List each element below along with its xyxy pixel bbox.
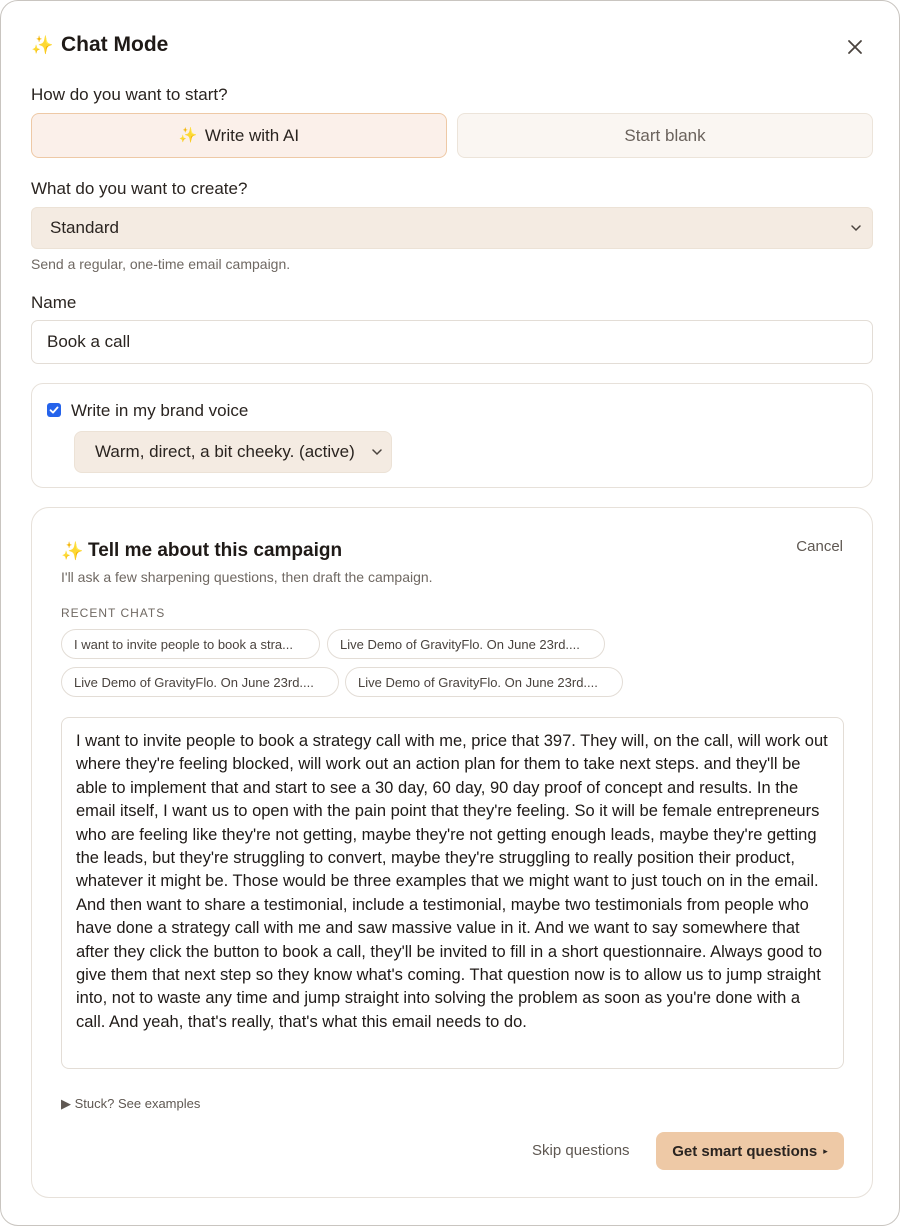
campaign-chat-card <box>31 507 873 1198</box>
recent-chat-chip[interactable]: Live Demo of GravityFlo. On June 23rd.... <box>61 667 339 697</box>
chevron-down-icon <box>850 222 862 234</box>
chat-header <box>61 540 342 562</box>
brand-voice-checkbox[interactable] <box>47 403 61 417</box>
write-with-ai-button[interactable] <box>31 113 447 158</box>
start-mode-toggle <box>31 113 873 158</box>
campaign-prompt-textarea[interactable]: I want to invite people to book a strategy call with me, price that 397. They will, on the call, will work out where they're feeling blocked, will work out an action plan for them to take next steps. and they'll be able to implement that and start to see a 30 day, 60 day, 90 day proof of concept and results. In the email itself, I want us to open with the pain point that they're feeling. So it will be female entrepreneurs who are feeling like they're not getting, maybe they're not getting enough leads, maybe they're getting the leads, but they're struggling to convert, maybe they're struggling to really position their product, whatever it might be. Those would be three examples that we might want to just touch on in the email. And then want to share a testimonial, include a testimonial, maybe two testimonials from people who have done a strategy call with me and saw massive value in it. And we want to say somewhere that after they click the button to book a call, they'll be invited to fill in a short questionnaire. Always good to give them that next step so they know what's coming. That question now is to allow us to jump straight into, not to waste any time and jump straight into solving the problem as soon as you're done with a call. And yeah, that's really, that's what this email needs to do. <box>61 717 844 1069</box>
create-question-label: What do you want to create? <box>31 179 248 198</box>
dialog-header <box>31 33 168 57</box>
campaign-type-select[interactable] <box>31 207 873 249</box>
campaign-type-value: Standard <box>50 218 119 237</box>
checkmark-icon <box>49 405 59 415</box>
recent-chat-chip[interactable]: Live Demo of GravityFlo. On June 23rd.... <box>345 667 623 697</box>
recent-chats-heading: RECENT CHATS <box>61 606 166 620</box>
disclosure-triangle-icon: ▶ <box>61 1096 71 1111</box>
start-question-label: How do you want to start? <box>31 85 228 104</box>
dialog-title: Chat Mode <box>61 33 169 56</box>
see-examples-label: Stuck? See examples <box>74 1096 201 1111</box>
brand-voice-label[interactable]: Write in my brand voice <box>71 401 249 420</box>
name-input[interactable] <box>31 320 873 364</box>
recent-chat-chip[interactable]: Live Demo of GravityFlo. On June 23rd.... <box>327 629 605 659</box>
play-arrow-icon: ▸ <box>823 1145 828 1156</box>
see-examples-toggle[interactable] <box>61 1096 200 1112</box>
write-with-ai-label: Write with AI <box>204 125 300 145</box>
chat-title: Tell me about this campaign <box>88 540 343 561</box>
brand-voice-select[interactable] <box>74 431 392 473</box>
sparkle-icon: ✨ <box>61 541 84 561</box>
close-button[interactable] <box>843 35 867 59</box>
name-label: Name <box>31 293 77 312</box>
get-smart-questions-label: Get smart questions <box>672 1142 818 1160</box>
campaign-type-helper: Send a regular, one-time email campaign. <box>31 256 291 272</box>
skip-questions-button[interactable]: Skip questions <box>532 1142 630 1159</box>
sparkle-icon: ✨ <box>31 35 54 55</box>
get-smart-questions-button[interactable] <box>656 1132 844 1170</box>
name-input-value: Book a call <box>47 332 131 351</box>
start-blank-label: Start blank <box>624 125 706 145</box>
cancel-button[interactable]: Cancel <box>796 538 843 555</box>
close-icon <box>847 39 863 55</box>
start-blank-button[interactable] <box>457 113 873 158</box>
brand-voice-card <box>31 383 873 488</box>
sparkle-icon: ✨ <box>178 127 198 144</box>
chevron-down-icon <box>371 446 383 458</box>
brand-voice-value: Warm, direct, a bit cheeky. (active) <box>95 442 355 461</box>
chat-subtitle: I'll ask a few sharpening questions, then draft the campaign. <box>61 569 433 585</box>
recent-chat-chip[interactable]: I want to invite people to book a stra... <box>61 629 320 659</box>
